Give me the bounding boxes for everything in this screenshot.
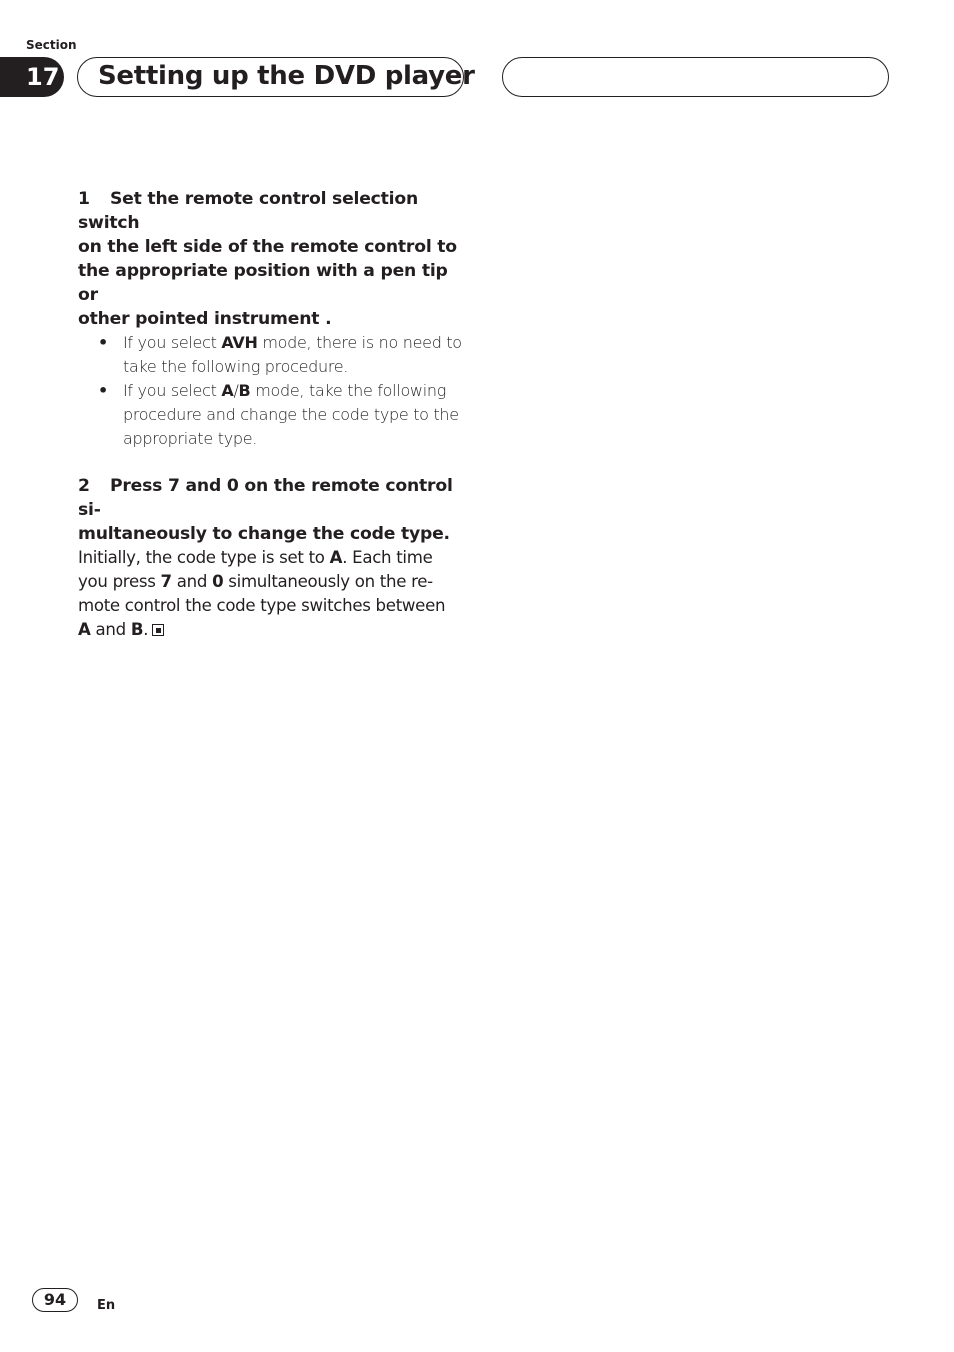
page-title: Setting up the DVD player — [98, 61, 475, 91]
mode-name: AVH — [221, 333, 258, 352]
step-2-heading-line: Press 7 and 0 on the remote control si- — [78, 476, 453, 520]
body-text: mote control the code type switches between — [78, 596, 446, 615]
step-2-heading-line: multaneously to change the code type. — [78, 524, 450, 544]
step-1-number: 1 — [78, 189, 90, 209]
step-2 — [78, 474, 468, 642]
body-text: . — [143, 620, 149, 639]
step-1-heading-line: the appropriate position with a pen tip or — [78, 261, 448, 305]
code-type: B — [130, 620, 144, 639]
section-number-tab: 17 — [0, 57, 64, 97]
title-frame — [77, 57, 475, 97]
main-content — [78, 187, 468, 642]
step-1-bullets — [78, 331, 468, 451]
step-2-number: 2 — [78, 476, 90, 496]
step-1-heading-line: on the left side of the remote control to — [78, 237, 457, 257]
bullet-text: procedure and change the code type to the — [123, 405, 459, 424]
bullet-text: If you select — [123, 333, 222, 352]
bullet-text: mode, there is no need to — [257, 333, 462, 352]
bullet-item — [78, 379, 468, 451]
body-text: simultaneously on the re- — [223, 572, 433, 591]
key-name: 0 — [212, 572, 224, 591]
bullet-dot-icon: • — [98, 333, 108, 352]
code-type: A — [329, 548, 343, 567]
bullet-item — [78, 331, 468, 379]
key-name: 7 — [160, 572, 172, 591]
bullet-text: take the following procedure. — [123, 357, 349, 376]
step-1-heading-line: Set the remote control selection switch — [78, 189, 419, 233]
body-text: Initially, the code type is set to — [78, 548, 330, 567]
code-type: A — [78, 620, 91, 639]
mode-name: B — [238, 381, 251, 400]
end-mark-icon — [152, 624, 164, 636]
page-number: 94 — [32, 1288, 78, 1312]
bullet-text: appropriate type. — [123, 429, 258, 448]
step-2-body — [78, 546, 468, 642]
bullet-text: / — [233, 381, 239, 400]
step-2-heading — [78, 474, 468, 546]
mode-name: A — [221, 381, 234, 400]
body-text: and — [90, 620, 131, 639]
bullet-text: mode, take the following — [250, 381, 447, 400]
step-1-heading — [78, 187, 468, 331]
step-1 — [78, 187, 468, 451]
bullet-text: If you select — [123, 381, 222, 400]
step-1-heading-line: other pointed instrument . — [78, 309, 332, 329]
body-text: you press — [78, 572, 161, 591]
section-label: Section — [26, 38, 77, 52]
body-text: and — [171, 572, 213, 591]
language-label: En — [97, 1298, 116, 1313]
bullet-dot-icon: • — [98, 381, 108, 400]
empty-header-frame — [502, 57, 889, 97]
body-text: . Each time — [342, 548, 433, 567]
